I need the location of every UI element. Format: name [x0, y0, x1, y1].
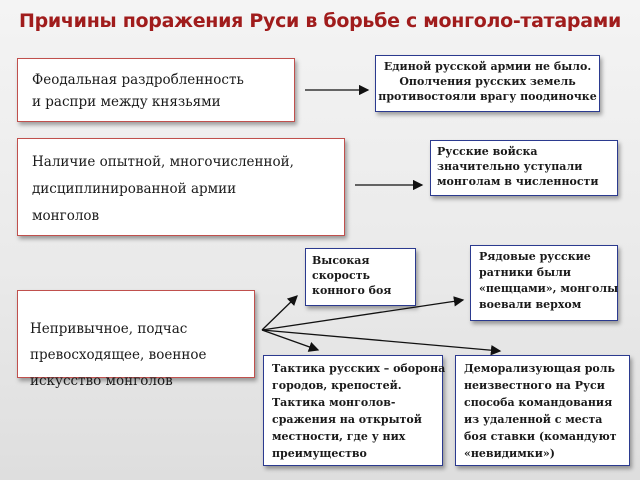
- result-text-line: Деморализующая роль: [464, 362, 615, 375]
- result-text-line: сражения на открытой: [272, 413, 422, 426]
- result-text-line: ратники были: [479, 266, 572, 279]
- result-text-line: Тактика русских – оборона: [272, 362, 446, 375]
- result-text-line: из удаленной с места: [464, 413, 603, 426]
- result-text-line: способа командования: [464, 396, 613, 409]
- result-text-line: преимущество: [272, 447, 367, 460]
- result-text-line: Рядовые русские: [479, 250, 591, 263]
- result-text-line: воевали верхом: [479, 298, 582, 311]
- result-text-line: противостояли врагу поодиночке: [378, 90, 597, 103]
- cause-text-line: Наличие опытной, многочисленной,: [32, 154, 294, 170]
- result-text-line: «пещцами», монголы: [479, 282, 619, 295]
- result-text-line: скорость: [312, 269, 370, 282]
- result-text-line: Ополчения русских земель: [399, 75, 576, 88]
- cause-text-line: дисциплинированной армии: [32, 181, 237, 197]
- arrow-art-to-command: [262, 330, 500, 351]
- result-text-line: Русские войска: [437, 145, 538, 158]
- arrow-art-to-infantry: [262, 300, 463, 330]
- result-text-line: Высокая: [312, 254, 370, 267]
- result-text-line: боя ставки (командуют: [464, 430, 617, 443]
- result-text-line: значительно уступали: [437, 160, 583, 173]
- result-text-line: конного боя: [312, 284, 392, 297]
- result-text-line: монголам в численности: [437, 175, 599, 188]
- page-title: Причины поражения Руси в борьбе с монголо-татарами: [19, 10, 621, 32]
- cause-text-line: и распри между князьями: [32, 94, 221, 110]
- result-text-line: Тактика монголов-: [272, 396, 396, 409]
- cause-text-line: превосходящее, военное: [30, 347, 207, 363]
- result-text-line: городов, крепостей.: [272, 379, 402, 392]
- cause-text-line: Феодальная раздробленность: [32, 72, 244, 88]
- cause-text-line: монголов: [32, 208, 100, 224]
- cause-text-line: искусство монголов: [30, 373, 173, 389]
- result-text-line: «невидимки»): [464, 447, 555, 460]
- cause-text-line: Непривычное, подчас: [30, 321, 188, 337]
- arrow-art-to-cavalry-speed: [262, 296, 297, 330]
- result-text-line: Единой русской армии не было.: [383, 60, 592, 73]
- result-text-line: неизвестного на Руси: [464, 379, 605, 392]
- result-text-line: местности, где у них: [272, 430, 406, 443]
